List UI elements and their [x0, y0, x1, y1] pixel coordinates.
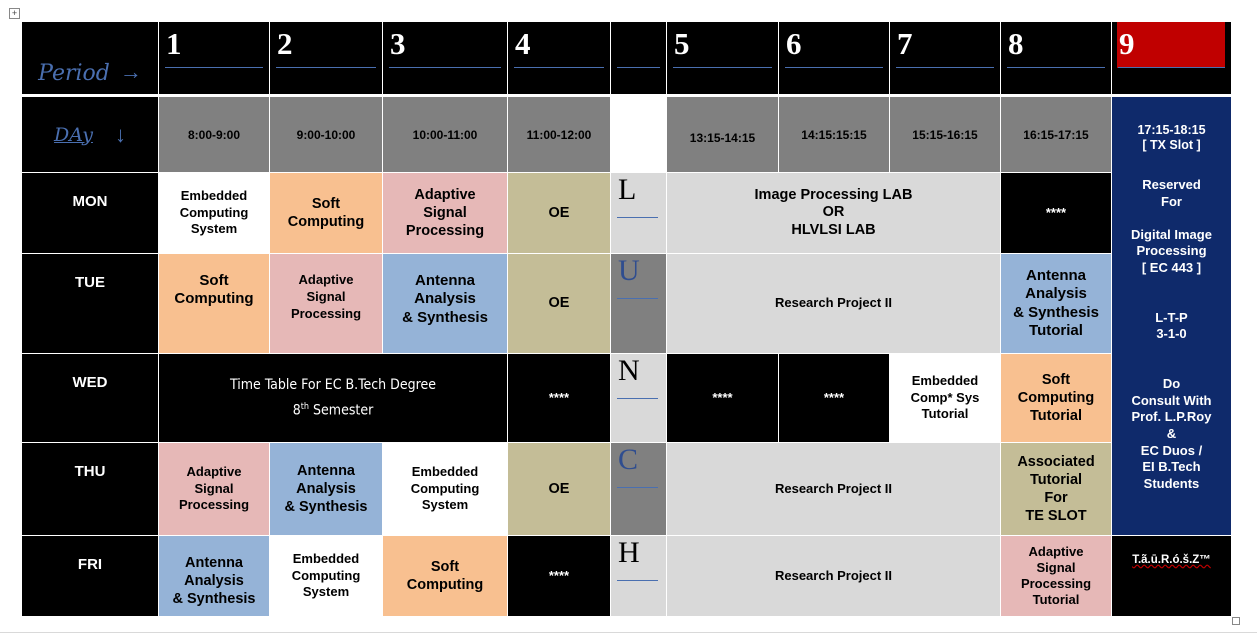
signature-cell [1112, 536, 1231, 616]
lunch-letter: L [618, 173, 637, 206]
lunch-letter-h [611, 536, 666, 616]
lunch-letter-n [611, 354, 666, 442]
period-2 [270, 22, 382, 94]
time-slot-5: 13:15-14:15 [667, 97, 778, 172]
period-7 [890, 22, 1000, 94]
lunch-letter: C [618, 443, 639, 476]
period-8 [1001, 22, 1111, 94]
tue-slot-4: OE [508, 254, 610, 353]
signature: T.ã.ū.R.ó.š.Z™ [1132, 554, 1211, 566]
fri-slot-3: Soft Computing [383, 536, 507, 616]
tue-slot-1: Soft Computing [159, 254, 269, 353]
period-3 [383, 22, 507, 94]
period-number: 3 [390, 26, 406, 61]
thu-slot-2: Antenna Analysis & Synthesis [270, 443, 382, 535]
time-slot-1: 8:00-9:00 [159, 97, 269, 172]
period-label-cell [22, 22, 158, 94]
tue-research-project: Research Project II [667, 254, 1000, 353]
thu-slot-3: Embedded Computing System [383, 443, 507, 535]
period-number: 1 [166, 26, 182, 61]
lunch-letter-l [611, 173, 666, 253]
semester-word: Semester [309, 402, 374, 419]
period-4 [508, 22, 610, 94]
thu-slot-8: Associated Tutorial For TE SLOT [1001, 443, 1111, 535]
semester-suffix: th [300, 402, 310, 413]
mon-slot-8: **** [1001, 173, 1111, 253]
time-slot-2: 9:00-10:00 [270, 97, 382, 172]
thu-research-project: Research Project II [667, 443, 1000, 535]
wed-slot-4: **** [508, 354, 610, 442]
thu-slot-1: Adaptive Signal Processing [159, 443, 269, 535]
period-number: 9 [1119, 26, 1135, 61]
period-label: Period [38, 60, 110, 86]
table-move-handle[interactable]: + [9, 8, 20, 19]
time-slot-7: 15:15-16:15 [890, 97, 1000, 172]
day-tue: TUE [22, 254, 158, 353]
day-fri: FRI [22, 536, 158, 616]
semester-label [293, 396, 374, 422]
period-6 [779, 22, 889, 94]
slot-9-time: 17:15-18:15 [ TX Slot ] [1137, 123, 1206, 152]
slot-9-note: Reserved For Digital Image Processing [ EC 443 ] L-T-P 3-1-0 Do Consult With Prof. L.P.Roy & EC Duos / EI B.Tech Students [1131, 177, 1212, 491]
table-resize-handle[interactable] [1232, 617, 1240, 625]
period-number: 5 [674, 26, 690, 61]
lunch-letter-c [611, 443, 666, 535]
day-thu: THU [22, 443, 158, 535]
fri-slot-2: Embedded Computing System [270, 536, 382, 616]
period-number: 7 [897, 26, 913, 61]
arrow-down-icon: ↓ [114, 121, 126, 147]
fri-research-project: Research Project II [667, 536, 1000, 616]
day-wed: WED [22, 354, 158, 442]
timetable-title: Time Table For EC B.Tech Degree [230, 377, 436, 394]
lunch-letter: N [618, 354, 640, 387]
period-number: 2 [277, 26, 293, 61]
mon-slot-1: Embedded Computing System [159, 173, 269, 253]
period-number: 6 [786, 26, 802, 61]
lunch-letter-u [611, 254, 666, 353]
wed-slot-6: **** [779, 354, 889, 442]
period-1 [159, 22, 269, 94]
period-number: 8 [1008, 26, 1024, 61]
mon-slot-4: OE [508, 173, 610, 253]
thu-slot-4: OE [508, 443, 610, 535]
fri-slot-4: **** [508, 536, 610, 616]
period-9 [1112, 22, 1231, 94]
mon-lab: Image Processing LAB OR HLVLSI LAB [667, 173, 1000, 253]
tue-slot-3: Antenna Analysis & Synthesis [383, 254, 507, 353]
arrow-right-icon: → [119, 59, 142, 84]
lunch-letter: H [618, 536, 640, 569]
fri-slot-1: Antenna Analysis & Synthesis [159, 536, 269, 616]
lunch-time-cell [611, 97, 666, 172]
time-slot-8: 16:15-17:15 [1001, 97, 1111, 172]
page-divider [0, 632, 1257, 633]
wed-slot-7: Embedded Comp* Sys Tutorial [890, 354, 1000, 442]
semester-number: 8 [292, 402, 301, 419]
time-slot-3: 10:00-11:00 [383, 97, 507, 172]
period-lunch-header [611, 22, 666, 94]
slot-9-column [1112, 97, 1231, 535]
mon-slot-3: Adaptive Signal Processing [383, 173, 507, 253]
time-slot-4: 11:00-12:00 [508, 97, 610, 172]
lunch-letter: U [618, 254, 640, 287]
day-label-cell [22, 97, 158, 172]
fri-slot-8: Adaptive Signal Processing Tutorial [1001, 536, 1111, 616]
wed-slot-8: Soft Computing Tutorial [1001, 354, 1111, 442]
day-label: DAy [54, 123, 93, 146]
tue-slot-2: Adaptive Signal Processing [270, 254, 382, 353]
period-5 [667, 22, 778, 94]
tue-slot-8: Antenna Analysis & Synthesis Tutorial [1001, 254, 1111, 353]
day-mon: MON [22, 173, 158, 253]
timetable-title-cell [159, 354, 507, 442]
period-number: 4 [515, 26, 531, 61]
mon-slot-2: Soft Computing [270, 173, 382, 253]
time-slot-6: 14:15:15:15 [779, 97, 889, 172]
wed-slot-5: **** [667, 354, 778, 442]
